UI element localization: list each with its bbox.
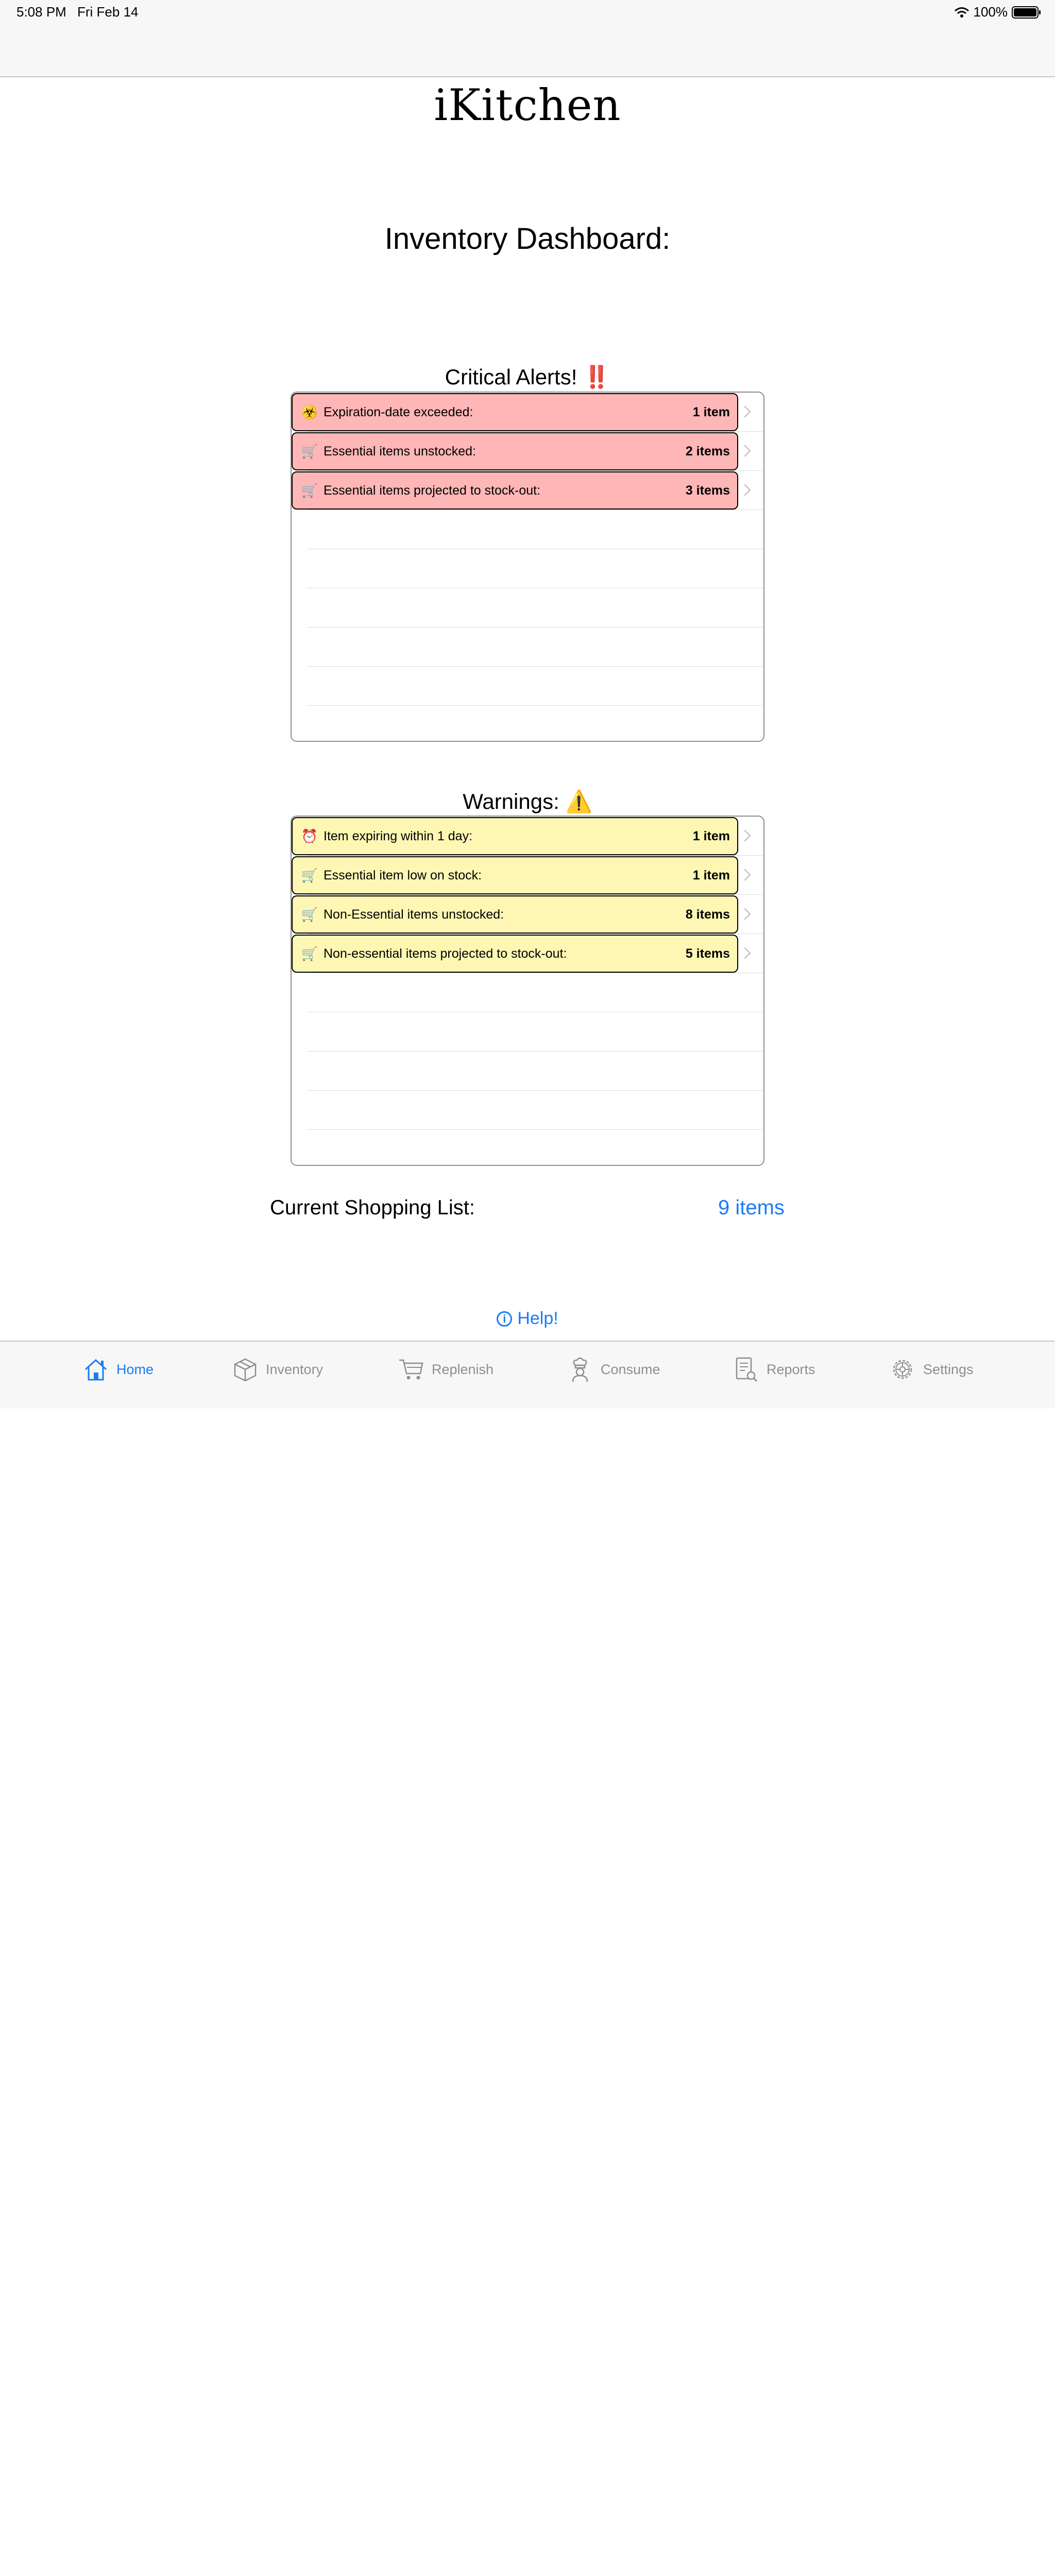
empty-row	[292, 973, 763, 1012]
empty-row	[292, 1091, 763, 1130]
battery-percent: 100%	[973, 4, 1008, 20]
tab-settings[interactable]	[889, 1356, 974, 1383]
warning-row[interactable]	[292, 895, 763, 934]
app-title: iKitchen	[434, 80, 621, 130]
chevron-right-icon	[739, 869, 751, 881]
cart-icon	[398, 1356, 424, 1383]
double-exclamation-icon: ‼️	[583, 365, 610, 389]
alert-label: Essential items unstocked:	[324, 444, 476, 459]
tab-home[interactable]	[82, 1356, 154, 1383]
warning-row[interactable]	[292, 856, 763, 895]
warning-cell[interactable]	[292, 935, 738, 973]
cart-icon: 🛒	[301, 867, 318, 883]
alert-label: Essential items projected to stock-out:	[324, 483, 541, 498]
warning-count: 8 items	[685, 907, 730, 922]
chevron-right-icon	[739, 830, 751, 842]
dashboard-title: Inventory Dashboard:	[384, 222, 671, 256]
empty-row	[292, 1012, 763, 1052]
warning-row[interactable]	[292, 817, 763, 856]
chef-icon	[567, 1356, 593, 1383]
alert-row[interactable]	[292, 471, 763, 510]
chevron-right-icon	[739, 947, 751, 959]
critical-alerts-table	[291, 392, 764, 742]
warning-sign-icon: ⚠️	[565, 789, 592, 814]
shopping-list-label: Current Shopping List:	[270, 1196, 475, 1219]
alert-count: 1 item	[692, 404, 730, 419]
warning-label: Non-essential items projected to stock-out:	[324, 946, 567, 961]
help-label: Help!	[517, 1309, 558, 1328]
tab-home-label: Home	[116, 1361, 154, 1377]
alert-row[interactable]	[292, 393, 763, 432]
warnings-label: Warnings:	[463, 789, 559, 814]
cart-icon: 🛒	[301, 906, 318, 922]
tab-consume-label: Consume	[601, 1361, 660, 1377]
report-icon	[733, 1356, 759, 1383]
empty-row	[292, 510, 763, 549]
tab-consume[interactable]	[567, 1356, 660, 1383]
tab-inventory[interactable]	[232, 1356, 323, 1383]
tab-replenish-label: Replenish	[432, 1361, 494, 1377]
cart-icon: 🛒	[301, 443, 318, 459]
alert-label: Expiration-date exceeded:	[324, 404, 473, 419]
tab-settings-label: Settings	[923, 1361, 974, 1377]
empty-row	[292, 628, 763, 667]
critical-alerts-label: Critical Alerts!	[445, 365, 577, 389]
alert-row[interactable]	[292, 432, 763, 471]
tab-inventory-label: Inventory	[266, 1361, 324, 1377]
warning-label: Item expiring within 1 day:	[324, 828, 473, 843]
alert-cell[interactable]	[292, 432, 738, 470]
warning-row[interactable]	[292, 934, 763, 973]
cart-icon: 🛒	[301, 482, 318, 498]
chevron-right-icon	[739, 406, 751, 418]
biohazard-icon: ☣️	[301, 404, 318, 420]
warning-label: Non-Essential items unstocked:	[324, 907, 504, 922]
cart-icon: 🛒	[301, 945, 318, 961]
empty-row	[292, 1052, 763, 1091]
alarm-clock-icon: ⏰	[301, 828, 318, 844]
warning-label: Essential item low on stock:	[324, 868, 482, 883]
status-bar	[0, 0, 1055, 77]
chevron-right-icon	[739, 908, 751, 920]
empty-row	[292, 549, 763, 588]
warning-cell[interactable]	[292, 817, 738, 855]
tab-reports-label: Reports	[767, 1361, 815, 1377]
alert-cell[interactable]	[292, 393, 738, 431]
house-icon	[82, 1356, 109, 1383]
status-right	[954, 4, 1039, 20]
empty-row	[292, 588, 763, 628]
box-icon	[232, 1356, 259, 1383]
alert-cell[interactable]	[292, 471, 738, 510]
warnings-title	[0, 789, 1055, 815]
warnings-table	[291, 816, 764, 1166]
warning-cell[interactable]	[292, 895, 738, 934]
shopping-list-count-link[interactable]: 9 items	[718, 1196, 785, 1219]
critical-alerts-title	[0, 365, 1055, 390]
warning-count: 1 item	[692, 868, 730, 883]
info-icon: i	[497, 1311, 512, 1327]
tab-replenish[interactable]	[398, 1356, 494, 1383]
empty-row	[292, 667, 763, 706]
help-button[interactable]	[0, 1309, 1055, 1329]
wifi-icon	[954, 6, 969, 19]
chevron-right-icon	[739, 484, 751, 496]
tab-bar	[0, 1341, 1055, 1409]
alert-count: 2 items	[685, 444, 730, 459]
status-date: Fri Feb 14	[77, 4, 139, 20]
chevron-right-icon	[739, 445, 751, 457]
status-time: 5:08 PM	[16, 4, 66, 20]
gear-icon	[889, 1356, 916, 1383]
alert-count: 3 items	[685, 483, 730, 498]
battery-icon	[1012, 6, 1039, 19]
warning-cell[interactable]	[292, 856, 738, 894]
warning-count: 5 items	[685, 946, 730, 961]
tab-reports[interactable]	[733, 1356, 815, 1383]
warning-count: 1 item	[692, 828, 730, 843]
